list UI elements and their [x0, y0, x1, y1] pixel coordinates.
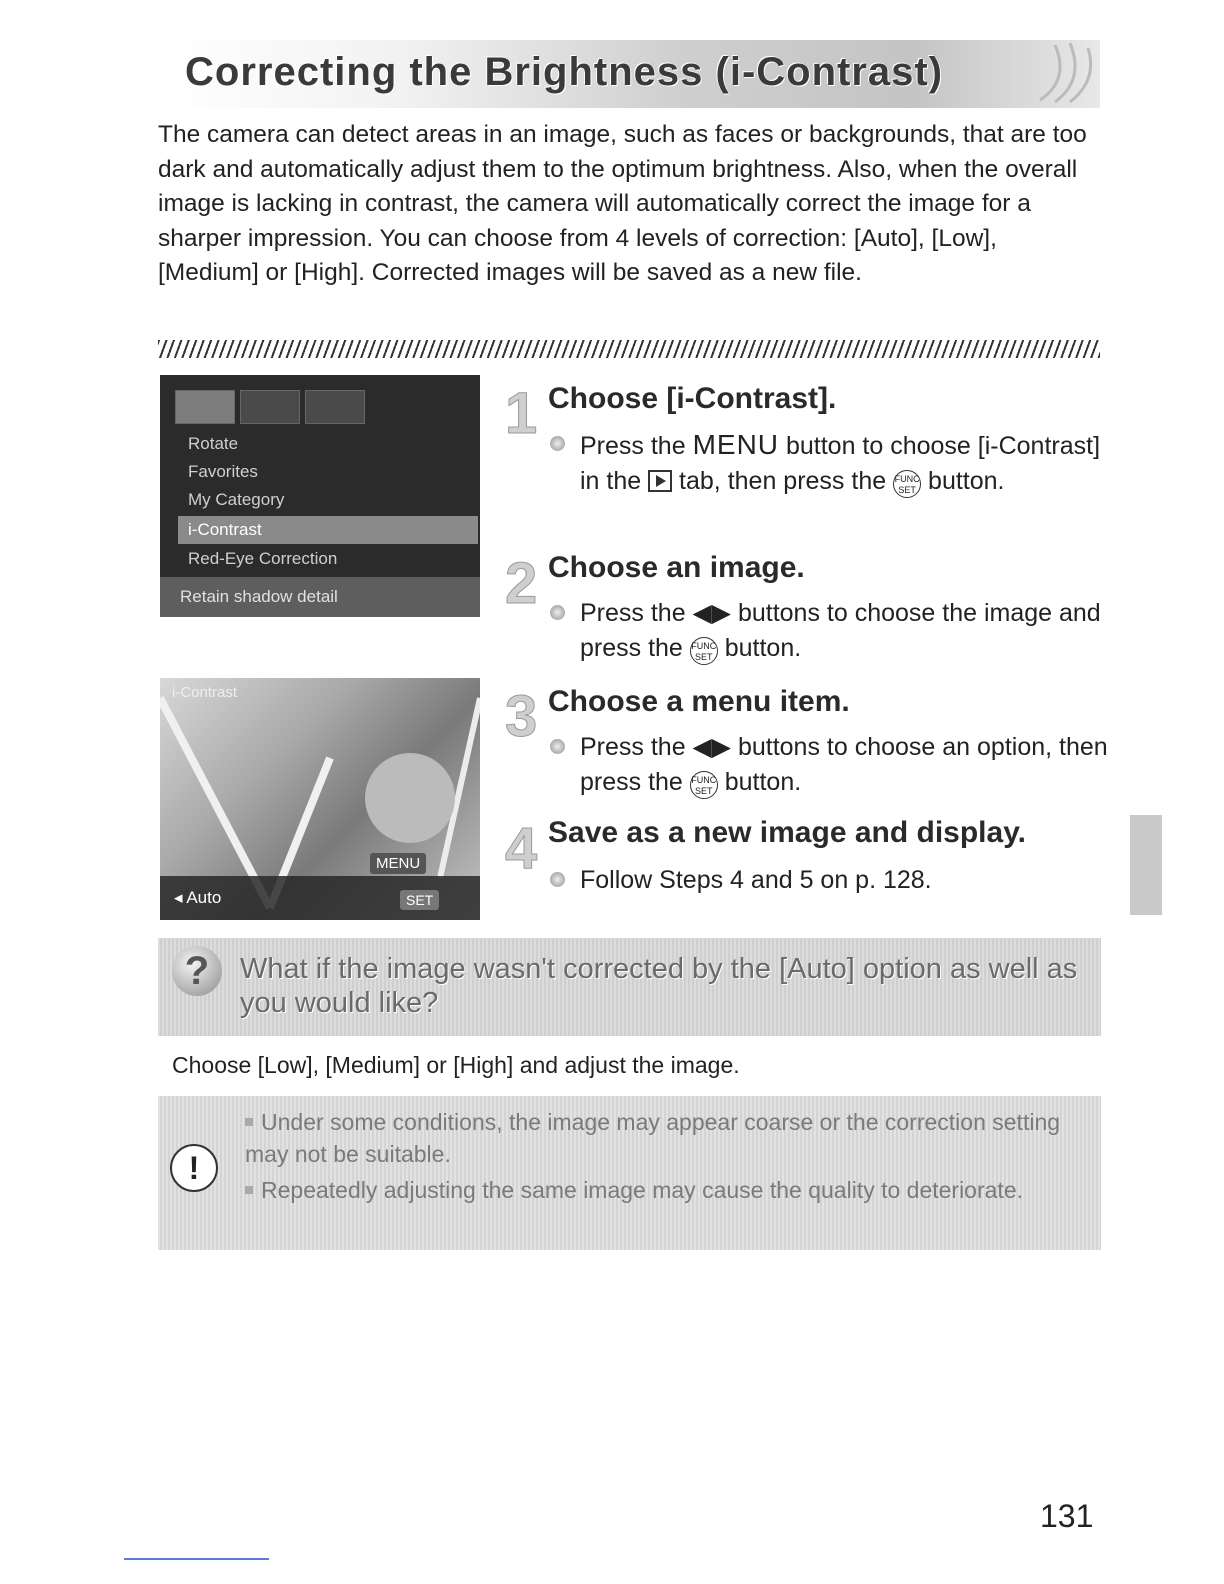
- step-number-1: 1: [505, 381, 538, 446]
- step-title-1: Choose [i-Contrast].: [548, 382, 837, 415]
- screen-label: i-Contrast: [172, 684, 238, 701]
- caution-exclamation-icon: !: [170, 1144, 218, 1192]
- step-body-3: Press the ◀▶ buttons to choose an option, then press the FUNC SET button.: [580, 730, 1110, 800]
- question-mark-icon: ?: [172, 946, 222, 996]
- print-tab-icon: [240, 390, 300, 424]
- menu-item: My Category: [188, 490, 285, 509]
- playback-tab-icon: [648, 470, 672, 492]
- bullet-icon: [550, 872, 565, 887]
- chapter-side-tab: [1130, 815, 1162, 915]
- bullet-icon: [550, 605, 565, 620]
- camera-photo-screenshot: [160, 678, 480, 920]
- bullet-icon: [550, 739, 565, 754]
- playback-tab-icon: [175, 390, 235, 424]
- step-number-4: 4: [505, 816, 538, 881]
- page-number: 131: [1040, 1498, 1094, 1534]
- swirl-decoration-icon: [1030, 40, 1100, 108]
- bullet-icon: [550, 436, 565, 451]
- menu-item: Rotate: [188, 434, 239, 453]
- menu-badge: MENU: [370, 853, 426, 874]
- step-body-4: Follow Steps 4 and 5 on p. 128.: [580, 866, 932, 894]
- func-set-button-icon: FUNC SET: [690, 637, 718, 665]
- step-title-2: Choose an image.: [548, 551, 805, 584]
- caution-item: Under some conditions, the image may appear coarse or the correction setting may not be suitable.: [245, 1109, 1061, 1167]
- menu-hint: Retain shadow detail: [160, 577, 480, 617]
- settings-tab-icon: [305, 390, 365, 424]
- page-title: Correcting the Brightness (i-Contrast): [185, 50, 944, 94]
- func-set-button-icon: FUNC SET: [893, 470, 921, 498]
- step-body-1: Press the MENU button to choose [i-Contrast] in the tab, then press the FUNC SET button.: [580, 427, 1110, 499]
- step-title-4: Save as a new image and display.: [548, 816, 1026, 849]
- camera-menu-screenshot: [160, 375, 480, 617]
- menu-item: Favorites: [188, 462, 258, 481]
- bullet-square-icon: [245, 1186, 253, 1194]
- answer-text: Choose [Low], [Medium] or [High] and adjust the image.: [172, 1052, 740, 1078]
- set-badge: SET: [400, 890, 439, 910]
- question-text: What if the image wasn't corrected by the [Auto] option as well as you would like?: [240, 953, 1078, 1019]
- step-number-3: 3: [505, 684, 538, 749]
- caution-item: Repeatedly adjusting the same image may cause the quality to deteriorate.: [245, 1174, 1085, 1206]
- step-number-2: 2: [505, 551, 538, 616]
- bullet-square-icon: [245, 1118, 253, 1126]
- intro-paragraph: The camera can detect areas in an image, such as faces or backgrounds, that are too dark and automatically adjust them to the optimum brightness. Also, when the overall image is lacking in contrast, the camera will automatically correct the image for a sharper impression. You can choose from 4 levels of correction: [Auto], [Low], [Medium] or [High]. Corrected images will be saved as a new file.: [158, 121, 1087, 286]
- step-body-2: Press the ◀▶ buttons to choose the image and press the FUNC SET button.: [580, 596, 1110, 666]
- step-title-3: Choose a menu item.: [548, 685, 850, 718]
- menu-item: Red-Eye Correction: [188, 549, 338, 568]
- menu-item-selected: i-Contrast: [178, 516, 478, 544]
- func-set-button-icon: FUNC SET: [690, 771, 718, 799]
- hatch-divider: [158, 340, 1100, 358]
- footer-line: [124, 1558, 269, 1560]
- option-value: ◂ Auto: [174, 888, 222, 907]
